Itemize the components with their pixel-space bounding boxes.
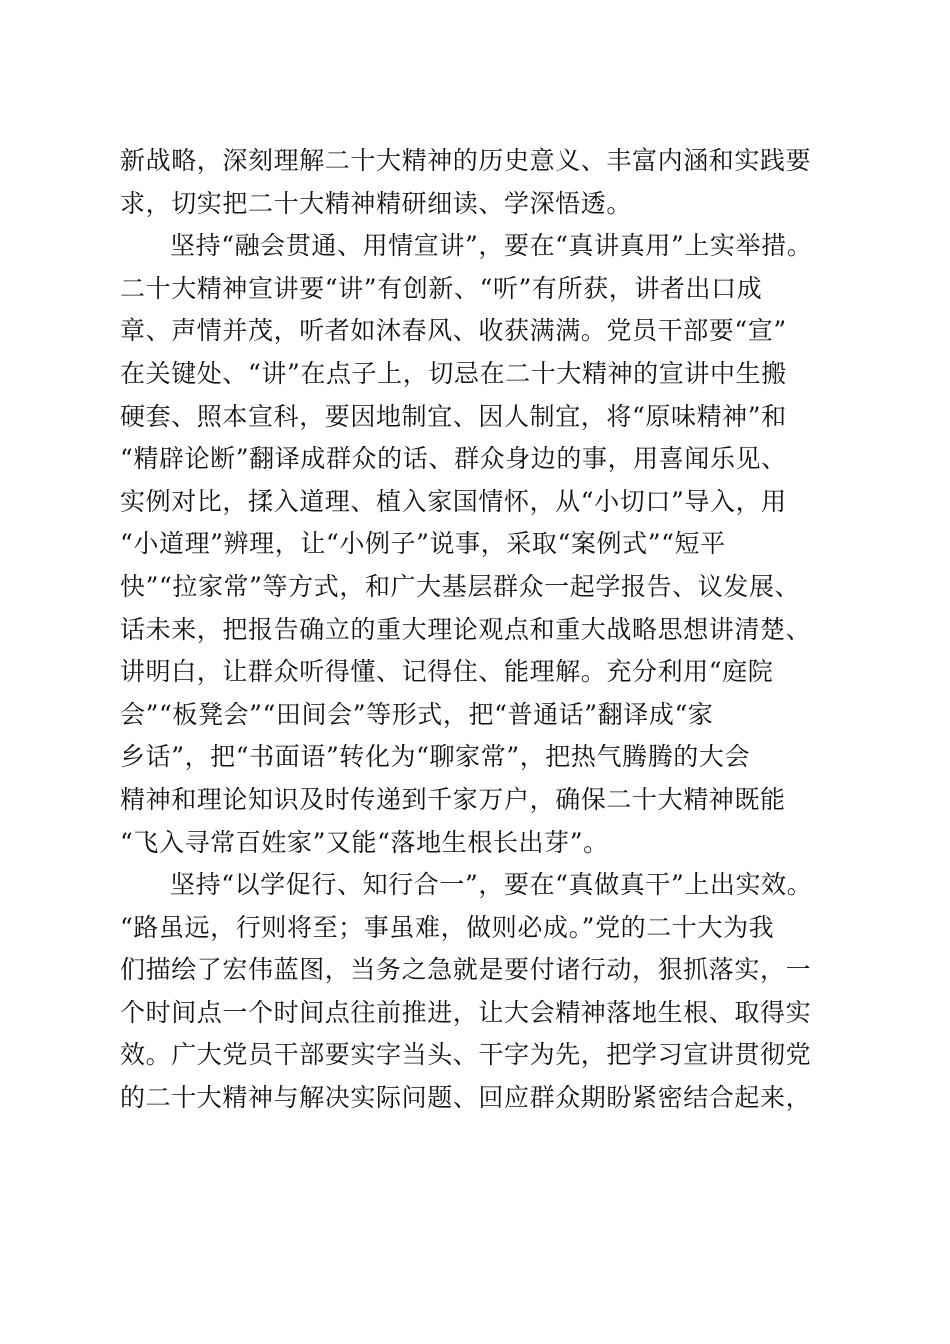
document-body: [120, 140, 850, 1120]
text-line: “精辟论断”翻译成群众的话、群众身边的事，用喜闻乐见、: [120, 444, 787, 474]
text-line: 们描绘了宏伟蓝图，当务之急就是要付诸行动，狠抓落实，一: [120, 955, 812, 985]
text-line: 求，切实把二十大精神精研细读、学深悟透。: [120, 188, 633, 218]
paragraph-first-line: 坚持“以学促行、知行合一”，要在“真做真干”上出实效。: [170, 870, 813, 900]
text-line: “飞入寻常百姓家”又能“落地生根长出芽”。: [120, 827, 609, 857]
text-line: 快”“拉家常”等方式，和广大基层群众一起学报告、议发展、: [120, 571, 801, 601]
text-line: 会”“板凳会”“田间会”等形式，把“普通话”翻译成“家: [120, 699, 714, 729]
text-line: 章、声情并茂，听者如沐春风、收获满满。党员干部要“宣”: [120, 316, 787, 346]
text-line: 效。广大党员干部要实字当头、干字为先，把学习宣讲贯彻党: [120, 1040, 812, 1070]
text-line: 精神和理论知识及时传递到千家万户，确保二十大精神既能: [120, 784, 786, 814]
text-line: 在关键处、“讲”在点子上，切忌在二十大精神的宣讲中生搬: [120, 358, 787, 388]
text-line: 讲明白，让群众听得懂、记得住、能理解。充分利用“庭院: [120, 657, 774, 687]
text-line: 硬套、照本宣科，要因地制宜、因人制宜，将“原味精神”和: [120, 401, 787, 431]
text-line: 的二十大精神与解决实际问题、回应群众期盼紧密结合起来，: [120, 1083, 812, 1113]
text-line: 新战略，深刻理解二十大精神的历史意义、丰富内涵和实践要: [120, 146, 812, 175]
paragraph-first-line: 坚持“融会贯通、用情宣讲”，要在“真讲真用”上实举措。: [170, 231, 813, 261]
text-line: 二十大精神宣讲要“讲”有创新、“听”有所获，讲者出口成: [120, 273, 763, 303]
text-line: 乡话”，把“书面语”转化为“聊家常”，把热气腾腾的大会: [120, 742, 751, 772]
text-line: “小道理”辨理，让“小例子”说事，采取“案例式”“短平: [120, 529, 726, 559]
text-line: 个时间点一个时间点往前推进，让大会精神落地生根、取得实: [120, 997, 812, 1027]
text-line: “路虽远，行则将至；事虽难，做则必成。”党的二十大为我: [120, 912, 775, 942]
text-line: 实例对比，揉入道理、植入家国情怀，从“小切口”导入，用: [120, 486, 787, 516]
text-line: 话未来，把报告确立的重大理论观点和重大战略思想讲清楚、: [120, 614, 812, 644]
